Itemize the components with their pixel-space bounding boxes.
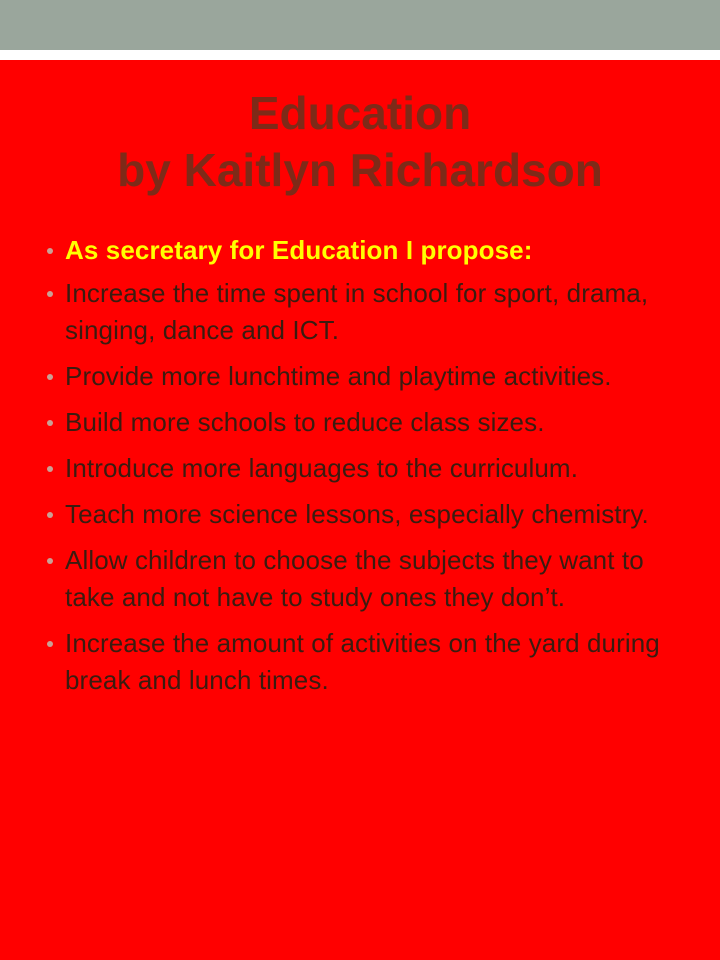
slide: [0, 60, 720, 960]
top-band: [0, 0, 720, 50]
bullet-dot-icon: [47, 291, 53, 297]
top-divider: [0, 50, 720, 60]
bullet-item: [46, 450, 686, 487]
bullet-dot-icon: [47, 512, 53, 518]
bullet-text: Build more schools to reduce class sizes.: [65, 407, 545, 437]
bullet-dot-icon: [47, 558, 53, 564]
bullet-dot-icon: [47, 248, 53, 254]
bullet-dot-icon: [47, 641, 53, 647]
bullet-dot-icon: [47, 466, 53, 472]
bullet-item: [46, 358, 686, 395]
bullet-item: [46, 542, 686, 616]
bullet-item: [46, 232, 686, 269]
bullet-text: Increase the amount of activities on the yard during break and lunch times.: [65, 628, 660, 695]
bullet-text: Allow children to choose the subjects they want to take and not have to study ones they don’t.: [65, 545, 644, 612]
bullet-text: As secretary for Education I propose:: [65, 235, 533, 265]
title-line-2: by Kaitlyn Richardson: [117, 144, 603, 196]
bullet-text: Introduce more languages to the curriculum.: [65, 453, 579, 483]
bullet-item: [46, 404, 686, 441]
title-line-1: Education: [248, 87, 472, 139]
bullet-text: Provide more lunchtime and playtime activities.: [65, 361, 612, 391]
bullet-text: Increase the time spent in school for sport, drama, singing, dance and ICT.: [65, 278, 649, 345]
bullet-text: Teach more science lessons, especially chemistry.: [65, 499, 649, 529]
bullet-dot-icon: [47, 420, 53, 426]
bullet-item: [46, 625, 686, 699]
bullet-item: [46, 496, 686, 533]
bullet-list: [46, 232, 686, 708]
bullet-dot-icon: [47, 374, 53, 380]
bullet-item: [46, 275, 686, 349]
slide-title: [0, 85, 720, 199]
